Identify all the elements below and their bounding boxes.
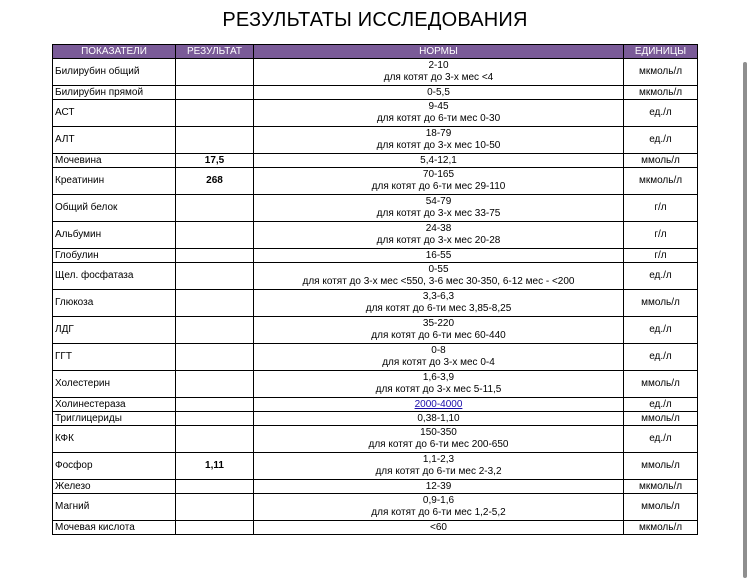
table-row [53,168,698,195]
norm-cell [254,100,624,127]
table-row [53,222,698,249]
result-value [176,127,254,154]
norm-cell [254,59,624,86]
norm-cell [254,195,624,222]
indicator-name: КФК [53,426,176,453]
norm-value: 0,9-1,6 [422,495,455,506]
indicator-name: Билирубин общий [53,59,176,86]
table-row [53,521,698,535]
norm-cell [254,127,624,154]
norm-cell [254,86,624,100]
indicator-name: Фосфор [53,453,176,480]
norm-value: 70-165 [422,169,455,180]
norm-cell [254,168,624,195]
indicator-name: АЛТ [53,127,176,154]
norm-value: 2-10 [428,60,449,71]
unit-value: ед./л [624,344,698,371]
norm-value: 0,38-1,10 [417,412,460,424]
norm-cell [254,344,624,371]
norm-value: 9-45 [428,101,449,112]
norm-value: 12-39 [425,480,452,492]
norm-value: 0-8 [431,345,446,356]
unit-value: ммоль/л [624,412,698,426]
indicator-name: Триглицериды [53,412,176,426]
norm-cell [254,480,624,494]
norm-cell [254,453,624,480]
unit-value: ед./л [624,127,698,154]
norm-cell [254,154,624,168]
unit-value: ед./л [624,317,698,344]
norm-cell [254,249,624,263]
norm-note: для котят до 6-ти мес 1,2-5,2 [371,507,506,518]
norm-note: для котят до 3-х мес <550, 3-6 мес 30-350, 6-12 мес - <200 [302,276,575,287]
norm-note: для котят до 6-ти мес 200-650 [368,439,509,450]
result-value [176,59,254,86]
norm-cell [254,290,624,317]
norm-value: 24-38 [425,223,452,234]
indicator-name: АСТ [53,100,176,127]
norm-value: 3,3-6,3 [422,291,455,302]
norm-value: 0-5,5 [427,86,450,98]
result-value: 17,5 [176,154,254,168]
column-header-units: ЕДИНИЦЫ [624,45,698,59]
norm-value: 1,6-3,9 [422,372,455,383]
norm-cell [254,412,624,426]
norm-cell [254,263,624,290]
norm-cell [254,494,624,521]
results-table [52,44,698,535]
unit-value: ед./л [624,426,698,453]
indicator-name: Магний [53,494,176,521]
norm-cell [254,521,624,535]
norm-value: 1,1-2,3 [422,454,455,465]
unit-value: мкмоль/л [624,168,698,195]
norm-link[interactable]: 2000-4000 [414,398,463,410]
table-row [53,290,698,317]
result-value [176,86,254,100]
indicator-name: Билирубин прямой [53,86,176,100]
norm-note: для котят до 3-х мес 0-4 [382,357,495,368]
norm-cell [254,317,624,344]
indicator-name: Альбумин [53,222,176,249]
unit-value: ммоль/л [624,453,698,480]
norm-note: для котят до 6-ти мес 2-3,2 [375,466,502,477]
norm-value: 0-55 [428,264,449,275]
norm-value: <60 [430,521,447,533]
norm-value: 16-55 [425,249,452,261]
norm-cell [254,222,624,249]
unit-value: ммоль/л [624,290,698,317]
norm-value: 18-79 [425,128,452,139]
table-row [53,480,698,494]
norm-value: 54-79 [425,196,452,207]
indicator-name: Мочевина [53,154,176,168]
norm-note: для котят до 6-ти мес 29-110 [371,181,506,192]
norm-cell [254,371,624,398]
unit-value: мкмоль/л [624,521,698,535]
unit-value: мкмоль/л [624,59,698,86]
indicator-name: Общий белок [53,195,176,222]
unit-value: ед./л [624,398,698,412]
indicator-name: Мочевая кислота [53,521,176,535]
table-row [53,154,698,168]
indicator-name: Глюкоза [53,290,176,317]
result-value [176,521,254,535]
table-row [53,86,698,100]
result-value [176,317,254,344]
result-value [176,480,254,494]
result-value: 268 [176,168,254,195]
norm-value: 5,4-12,1 [420,154,457,166]
table-row [53,344,698,371]
result-value [176,426,254,453]
unit-value: г/л [624,195,698,222]
column-header-indicator: ПОКАЗАТЕЛИ [53,45,176,59]
indicator-name: Холестерин [53,371,176,398]
unit-value: ед./л [624,263,698,290]
table-row [53,263,698,290]
result-value [176,398,254,412]
unit-value: г/л [624,222,698,249]
column-header-norms: НОРМЫ [254,45,624,59]
result-value [176,222,254,249]
unit-value: ед./л [624,100,698,127]
table-row [53,249,698,263]
indicator-name: Щел. фосфатаза [53,263,176,290]
result-value [176,195,254,222]
norm-cell [254,426,624,453]
result-value [176,290,254,317]
unit-value: ммоль/л [624,494,698,521]
table-row [53,195,698,222]
result-value [176,249,254,263]
norm-cell [254,398,624,412]
indicator-name: ЛДГ [53,317,176,344]
results-table-header [53,45,698,59]
norm-value: 150-350 [420,427,457,438]
indicator-name: Железо [53,480,176,494]
vertical-scrollbar[interactable] [743,62,747,578]
unit-value: мкмоль/л [624,86,698,100]
result-value [176,494,254,521]
norm-note: для котят до 3-х мес 5-11,5 [375,384,502,395]
result-value [176,371,254,398]
table-row [53,412,698,426]
norm-note: для котят до 3-х мес 20-28 [376,235,501,246]
indicator-name: Холинестераза [53,398,176,412]
unit-value: ммоль/л [624,154,698,168]
norm-note: для котят до 6-ти мес 0-30 [376,113,501,124]
unit-value: ммоль/л [624,371,698,398]
result-value: 1,11 [176,453,254,480]
norm-note: для котят до 6-ти мес 3,85-8,25 [365,303,512,314]
result-value [176,412,254,426]
indicator-name: Глобулин [53,249,176,263]
table-row [53,398,698,412]
table-row [53,371,698,398]
norm-note: для котят до 3-х мес 10-50 [376,140,501,151]
results-table-body [53,59,698,535]
table-row [53,317,698,344]
norm-note: для котят до 3-х мес 33-75 [376,208,501,219]
table-row [53,127,698,154]
unit-value: мкмоль/л [624,480,698,494]
column-header-result: РЕЗУЛЬТАТ [176,45,254,59]
table-row [53,59,698,86]
indicator-name: ГГТ [53,344,176,371]
table-row [53,453,698,480]
table-row [53,494,698,521]
page-title: РЕЗУЛЬТАТЫ ИССЛЕДОВАНИЯ [222,9,528,31]
unit-value: г/л [624,249,698,263]
result-value [176,263,254,290]
table-row [53,100,698,127]
norm-note: для котят до 3-х мес <4 [383,72,494,83]
result-value [176,100,254,127]
result-value [176,344,254,371]
table-row [53,426,698,453]
norm-note: для котят до 6-ти мес 60-440 [371,330,506,341]
indicator-name: Креатинин [53,168,176,195]
norm-value: 35-220 [422,318,455,329]
